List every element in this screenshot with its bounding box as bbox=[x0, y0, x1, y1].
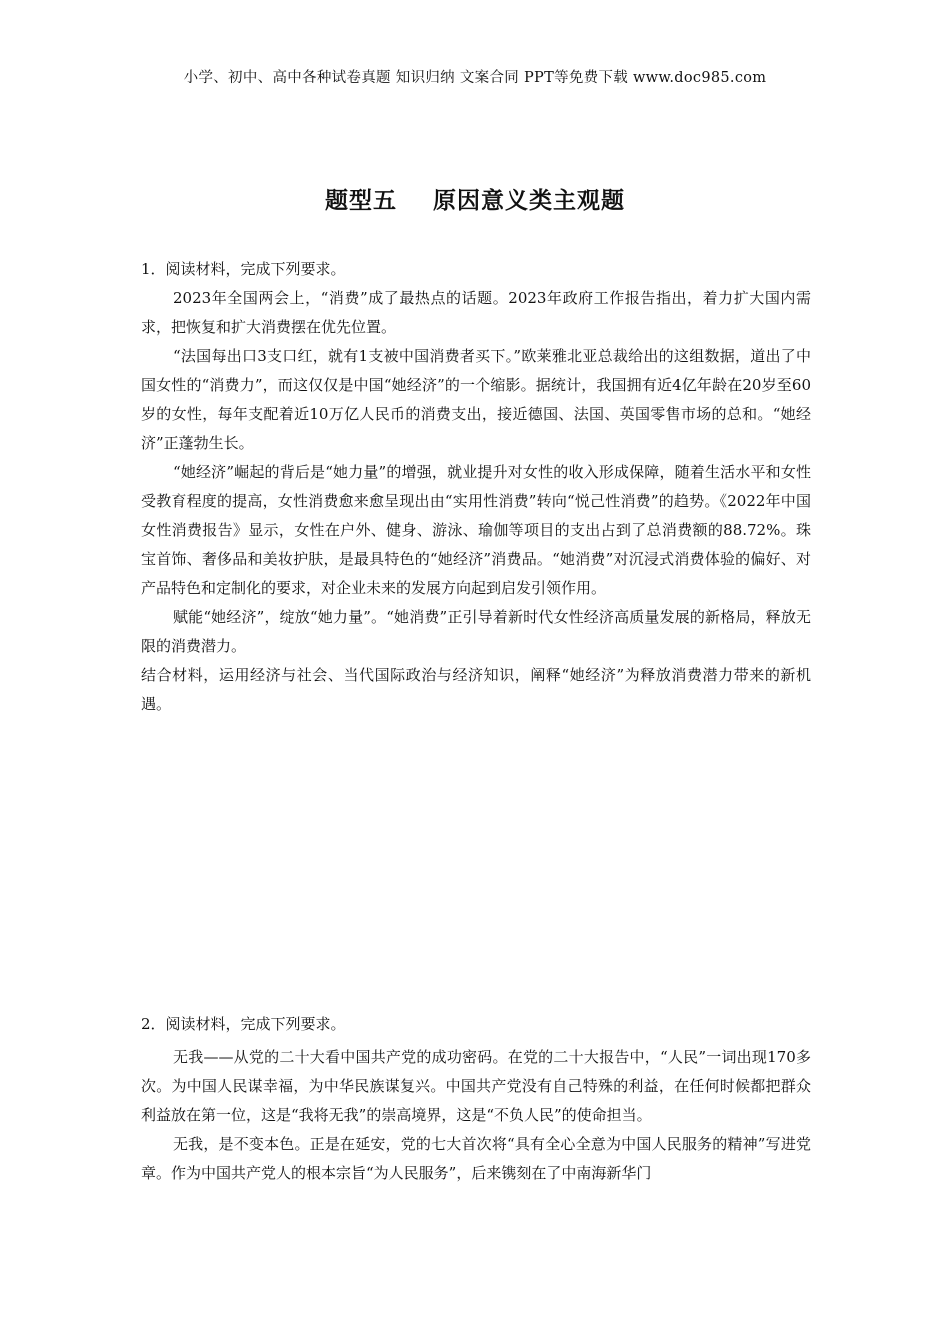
question-2-heading: 2．阅读材料，完成下列要求。 bbox=[141, 1015, 346, 1033]
question-1-heading: 1．阅读材料，完成下列要求。 bbox=[141, 260, 346, 278]
question-1-prompt: 结合材料，运用经济与社会、当代国际政治与经济知识，阐释“她经济”为释放消费潜力带来的新机遇。 bbox=[141, 666, 811, 713]
question-1-paragraph: 赋能“她经济”，绽放“她力量”。“她消费”正引导着新时代女性经济高质量发展的新格局，释放无限的消费潜力。 bbox=[141, 608, 811, 655]
page-header: 小学、初中、高中各种试卷真题 知识归纳 文案合同 PPT等免费下载 www.doc985.com bbox=[183, 70, 767, 86]
page-title: 题型五 原因意义类主观题 bbox=[324, 188, 626, 214]
question-2-paragraph: 无我——从党的二十大看中国共产党的成功密码。在党的二十大报告中，“人民”一词出现170多次。为中国人民谋幸福，为中华民族谋复兴。中国共产党没有自己特殊的利益，在任何时候都把群众利益放在第一位，这是“我将无我”的崇高境界，这是“不负人民”的使命担当。 bbox=[141, 1048, 811, 1124]
question-1-paragraph: “法国每出口3支口红，就有1支被中国消费者买下。”欧莱雅北亚总裁给出的这组数据，道出了中国女性的“消费力”，而这仅仅是中国“她经济”的一个缩影。据统计，我国拥有近4亿年龄在20岁至60岁的女性，每年支配着近10万亿人民币的消费支出，接近德国、法国、英国零售市场的总和。“她经济”正蓬勃生长。 bbox=[141, 347, 811, 452]
question-1 bbox=[141, 255, 811, 719]
question-1-paragraph: “她经济”崛起的背后是“她力量”的增强，就业提升对女性的收入形成保障，随着生活水平和女性受教育程度的提高，女性消费愈来愈呈现出由“实用性消费”转向“悦己性消费”的趋势。《2022年中国女性消费报告》显示，女性在户外、健身、游泳、瑜伽等项目的支出占到了总消费额的88.72%。珠宝首饰、奢侈品和美妆护肤，是最具特色的“她经济”消费品。“她消费”对沉浸式消费体验的偏好、对产品特色和定制化的要求，对企业未来的发展方向起到启发引领作用。 bbox=[141, 463, 811, 597]
question-2-paragraph: 无我，是不变本色。正是在延安，党的七大首次将“具有全心全意为中国人民服务的精神”写进党章。作为中国共产党人的根本宗旨“为人民服务”，后来镌刻在了中南海新华门 bbox=[141, 1135, 811, 1182]
question-1-paragraph: 2023年全国两会上，“消费”成了最热点的话题。2023年政府工作报告指出，着力扩大国内需求，把恢复和扩大消费摆在优先位置。 bbox=[141, 289, 811, 336]
question-2 bbox=[141, 1010, 811, 1188]
